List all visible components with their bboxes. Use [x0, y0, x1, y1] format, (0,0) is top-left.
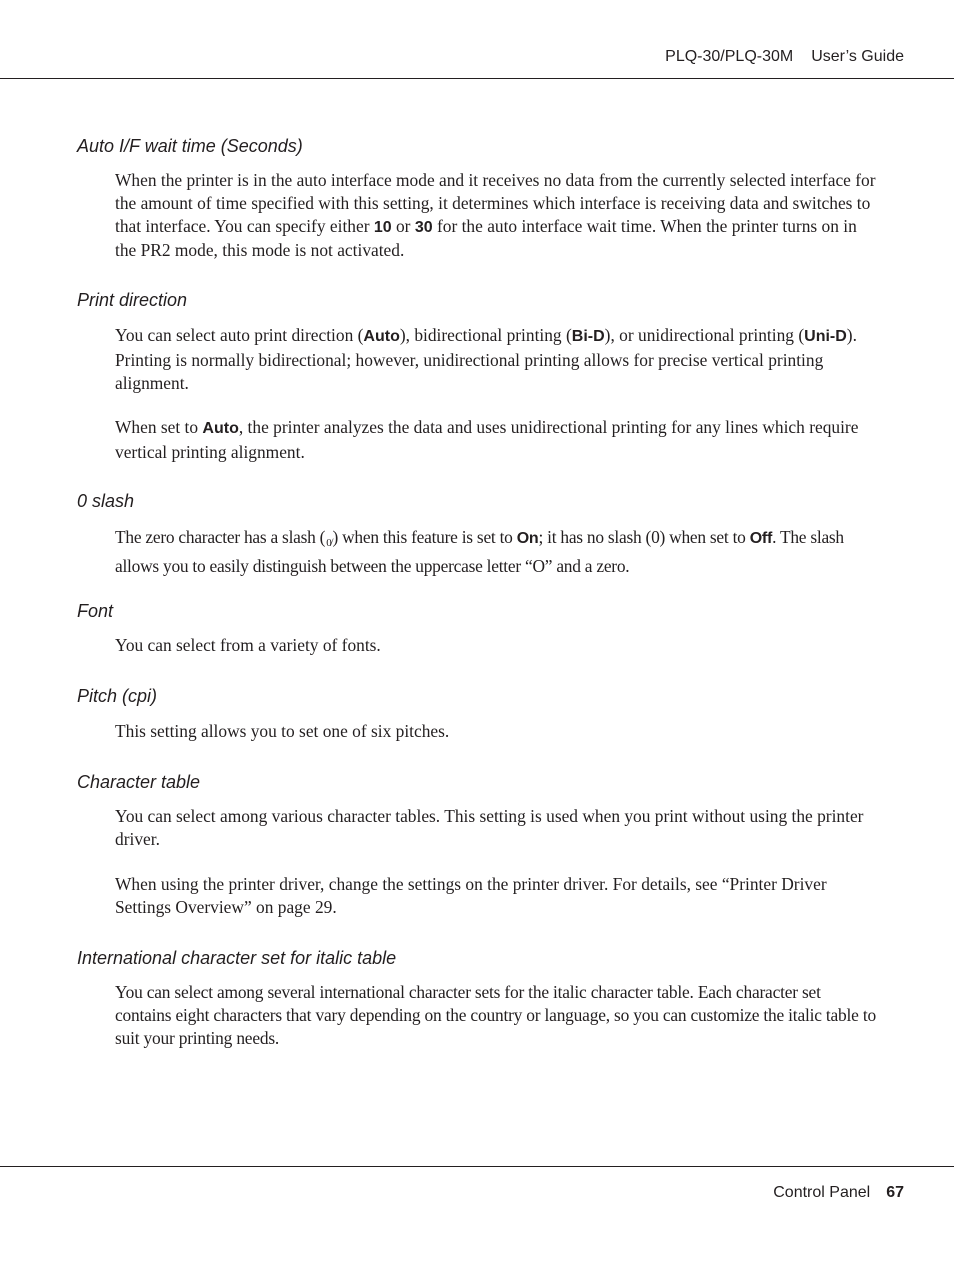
option-auto: Auto	[363, 328, 400, 345]
paragraph-pitch: This setting allows you to set one of six pitches.	[115, 721, 450, 741]
heading-auto-if-wait: Auto I/F wait time (Seconds)	[77, 136, 303, 156]
paragraph-auto-if-wait: When the printer is in the auto interface mode and it receives no data from the currently selected interface for the amount of time specified with this setting, it determines which interface is receiving data and switches to that interface. You can specify either 10 or 30 for the auto interface wait time. When the printer turns on in the PR2 mode, this mode is not activated.	[115, 170, 876, 261]
running-header	[665, 48, 904, 66]
heading-zero-slash: 0 slash	[77, 491, 135, 511]
option-auto: Auto	[202, 420, 239, 437]
running-footer	[773, 1184, 904, 1202]
value-off: Off	[749, 530, 773, 547]
footer-section: Control Panel	[773, 1184, 871, 1201]
heading-character-table: Character table	[77, 772, 201, 792]
heading-font: Font	[77, 601, 114, 621]
header-product: PLQ-30/PLQ-30M	[665, 48, 794, 65]
heading-international-charset: International character set for italic table	[77, 948, 397, 968]
header-rule	[0, 78, 954, 79]
paragraph-print-direction-1: You can select auto print direction (Auto), bidirectional printing (Bi-D), or unidirectional printing (Uni-D). Printing is normally bidirectional; however, unidirectional printing allows for precise vertical printing alignment.	[115, 325, 857, 393]
heading-print-direction: Print direction	[77, 290, 188, 310]
option-uni-d: Uni-D	[804, 328, 847, 345]
value-10: 10	[373, 218, 392, 236]
value-30: 30	[414, 218, 433, 236]
paragraph-print-direction-2: When set to Auto, the printer analyzes the data and uses unidirectional printing for any lines which require vertical printing alignment.	[115, 417, 859, 462]
heading-pitch: Pitch (cpi)	[77, 686, 158, 706]
page-number: 67	[886, 1184, 904, 1201]
paragraph-character-table-2: When using the printer driver, change the settings on the printer driver. For details, see “Printer Driver Settings Overview” on page 29.	[115, 874, 827, 917]
paragraph-zero-slash: The zero character has a slash (0̸) when this feature is set to On; it has no slash (0) when set to Off. The slash allows you to easily distinguish between the uppercase letter “O” and a zero.	[115, 527, 844, 576]
paragraph-character-table-1: You can select among various character tables. This setting is used when you print without using the printer driver.	[115, 806, 864, 849]
value-on: On	[516, 530, 539, 547]
header-guide: User’s Guide	[811, 48, 904, 65]
paragraph-font: You can select from a variety of fonts.	[115, 635, 381, 655]
paragraph-international-charset: You can select among several international character sets for the italic character table. Each character set contains eight characters that vary depending on the country or language, so you can customize the italic table to suit your printing needs.	[115, 982, 876, 1048]
slashed-zero-glyph: 0̸	[326, 537, 332, 549]
option-bi-d: Bi-D	[571, 328, 605, 345]
footer-rule	[0, 1166, 954, 1167]
